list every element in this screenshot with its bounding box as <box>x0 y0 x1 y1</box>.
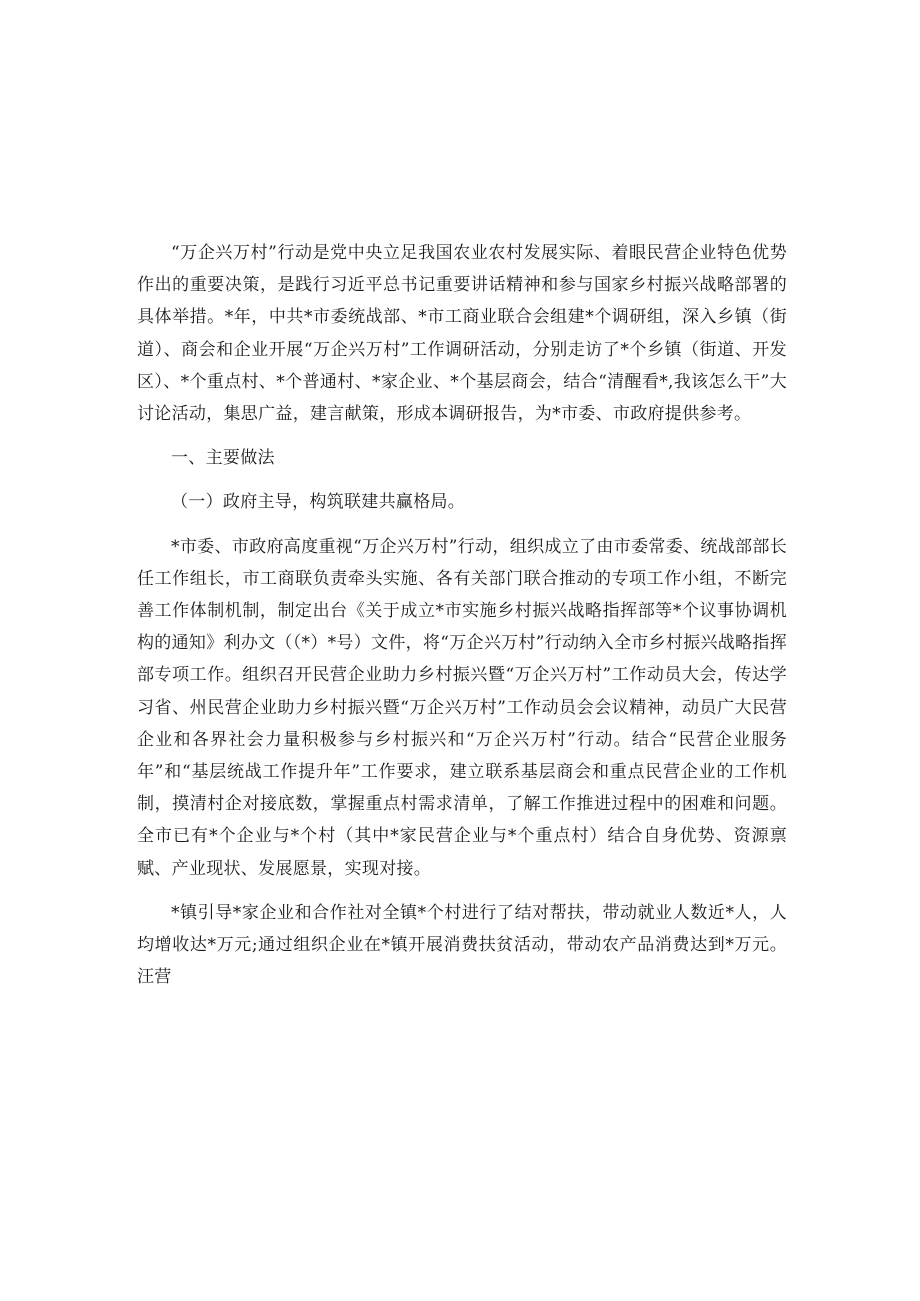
section-heading: 一、主要做法 <box>171 448 275 469</box>
intro-paragraph: “万企兴万村”行动是党中央立足我国农业农村发展实际、着眼民营企业特色优势作出的重要决策，是践行习近平总书记重要讲话精神和参与国家乡村振兴战略部署的具体举措。*年，中共*市委统战部、*市工商业联合会组建*个调研组，深入乡镇（街道）、商会和企业开展“万企兴万村”工作调研活动，分别走访了*个乡镇（街道、开发区）、*个重点村、*个普通村、*家企业、*个基层商会，结合“清醒看*,我该怎么干”大讨论活动，集思广益，建言献策，形成本调研报告，为*市委、市政府提供参考。 <box>137 243 787 425</box>
document-body <box>137 237 787 993</box>
body-paragraph-1: *市委、市政府高度重视“万企兴万村”行动，组织成立了由市委常委、统战部部长任工作组长，市工商联负责牵头实施、各有关部门联合推动的专项工作小组，不断完善工作体制机制，制定出台《关于成立*市实施乡村振兴战略指挥部等*个议事协调机构的通知》利办文（（*）*号）文件，将“万企兴万村”行动纳入全市乡村振兴战略指挥部专项工作。组织召开民营企业助力乡村振兴暨“万企兴万村”工作动员大会，传达学习省、州民营企业助力乡村振兴暨“万企兴万村”工作动员会会议精神，动员广大民营企业和各界社会力量积极参与乡村振兴和“万企兴万村”行动。结合“民营企业服务年”和“基层统战工作提升年”工作要求，建立联系基层商会和重点民营企业的工作机制，摸清村企对接底数，掌握重点村需求清单，了解工作推进过程中的困难和问题。全市已有*个企业与*个村（其中*家民营企业与*个重点村）结合自身优势、资源禀赋、产业现状、发展愿景，实现对接。 <box>137 536 787 879</box>
subsection-heading: （一）政府主导，构筑联建共赢格局。 <box>171 492 466 513</box>
body-paragraph-2: *镇引导*家企业和合作社对全镇*个村进行了结对帮扶，带动就业人数近*人，人均增收达*万元;通过组织企业在*镇开展消费扶贫活动，带动农产品消费达到*万元。汪营 <box>137 902 787 988</box>
